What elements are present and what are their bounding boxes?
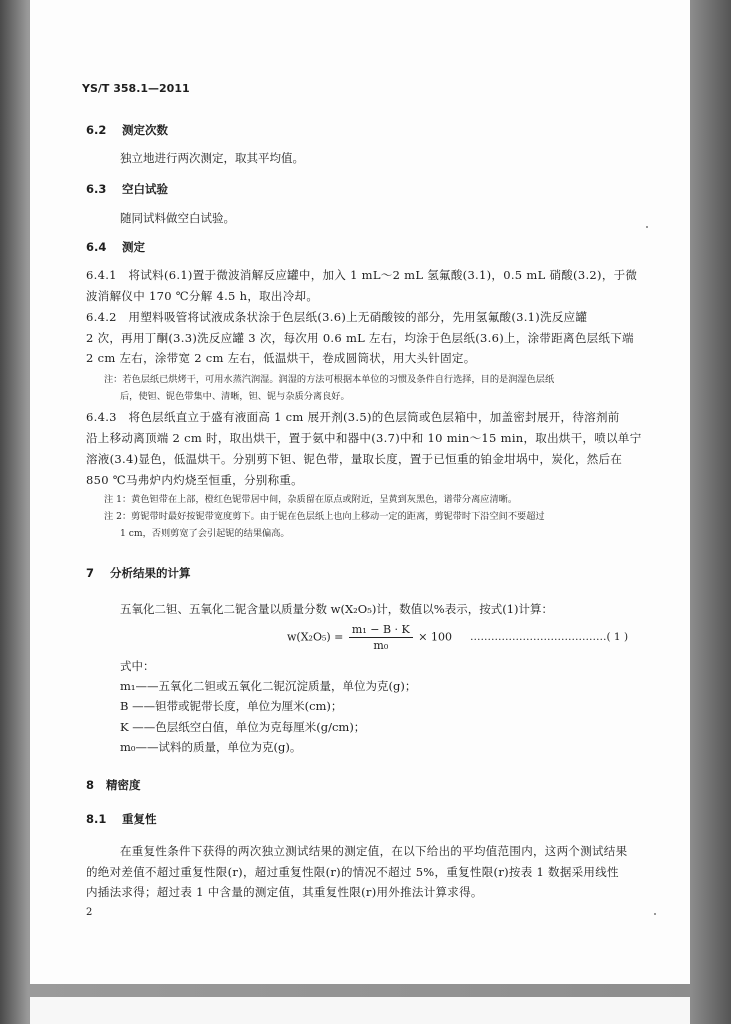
paragraph-6-4-2-line: 6.4.2 用塑料吸管将试液成条状涂于色层纸(3.6)上无硝酸铵的部分，先用氢氟酸(3.1)洗反应罐 <box>86 310 588 324</box>
note-6-4-2-line: 注：若色层纸已烘烤干，可用水蒸汽润湿。润湿的方法可根据本单位的习惯及条件自行选择，目的是润湿色层纸 <box>104 374 555 385</box>
paragraph-6-4-3-line: 溶液(3.4)显色，低温烘干。分别剪下钽、铌色带，量取长度，置于已恒重的铂金坩埚中，炭化，然后在 <box>86 452 623 466</box>
variable-definition: m₀——试料的质量，单位为克(g)。 <box>120 740 302 754</box>
paragraph-6-4-2-line: 2 cm 左右，涂带宽 2 cm 左右，低温烘干，卷成圆筒状，用大头针固定。 <box>86 351 476 365</box>
next-page-edge <box>30 997 690 1024</box>
section-number-8: 8 <box>86 778 95 792</box>
variable-definition: B ——钽带或铌带长度，单位为厘米(cm)； <box>120 699 343 713</box>
section-number-8-1: 8.1 <box>86 812 107 826</box>
paragraph-6-4-3-line: 6.4.3 将色层纸直立于盛有液面高 1 cm 展开剂(3.5)的色层筒或色层箱中，加盖密封展开，待溶剂前 <box>86 410 620 424</box>
standard-number: YS/T 358.1—2011 <box>82 82 190 95</box>
section-number-6-3: 6.3 <box>86 182 107 196</box>
paragraph-6-4-1-line: 6.4.1 将试料(6.1)置于微波消解反应罐中，加入 1 mL～2 mL 氢氟酸(3.1)，0.5 mL 硝酸(3.2)，于微 <box>86 268 638 282</box>
scan-speck <box>646 226 648 228</box>
section-7-intro: 五氧化二钽、五氧化二铌含量以质量分数 w(X₂O₅)计，数值以%表示，按式(1)计算： <box>120 602 554 616</box>
scan-speck <box>654 913 656 915</box>
paragraph-6-4-3-line: 沿上移动离顶端 2 cm 时，取出烘干，置于氨中和器中(3.7)中和 10 min～15 min，取出烘干，喷以单宁 <box>86 431 642 445</box>
section-number-6-2: 6.2 <box>86 123 107 137</box>
formula-numerator: m₁ − B · K <box>349 623 413 638</box>
section-body-6-3: 随同试料做空白试验。 <box>120 211 235 225</box>
section-title-6-4: 测定 <box>122 240 145 254</box>
formula-fraction <box>349 623 413 652</box>
formula-number: …………………………………( 1 ) <box>470 631 629 643</box>
note-1-6-4-3: 注 1：黄色钽带在上部，橙红色铌带居中间，杂质留在原点或附近，呈黄到灰黑色，谱带分离应清晰。 <box>104 494 518 505</box>
formula-1 <box>287 623 452 652</box>
paragraph-6-4-1-line: 波消解仪中 170 ℃分解 4.5 h，取出冷却。 <box>86 289 319 303</box>
note-6-4-2-line: 后，使钽、铌色带集中、清晰，钽、铌与杂质分离良好。 <box>120 391 350 402</box>
note-2-6-4-3-line: 注 2：剪铌带时最好按铌带宽度剪下。由于铌在色层纸上也向上移动一定的距离，剪铌带时下沿空间不要超过 <box>104 511 545 522</box>
section-title-7: 分析结果的计算 <box>110 566 191 580</box>
formula-multiplier: × 100 <box>418 630 452 644</box>
section-title-6-2: 测定次数 <box>122 123 168 137</box>
document-page <box>30 0 690 984</box>
section-title-8-1: 重复性 <box>122 812 157 826</box>
page-number: 2 <box>86 907 93 918</box>
section-body-6-2: 独立地进行两次测定，取其平均值。 <box>120 151 304 165</box>
formula-lhs: w(X₂O₅) = <box>287 630 344 644</box>
paragraph-6-4-3-line: 850 ℃马弗炉内灼烧至恒重，分别称重。 <box>86 473 303 487</box>
variable-definition: m₁——五氧化二钽或五氧化二铌沉淀质量，单位为克(g)； <box>120 679 417 693</box>
variable-definition: K ——色层纸空白值，单位为克每厘米(g/cm)； <box>120 720 366 734</box>
section-title-8: 精密度 <box>106 778 141 792</box>
paragraph-8-1-line: 在重复性条件下获得的两次独立测试结果的测定值，在以下给出的平均值范围内，这两个测试结果 <box>120 844 628 858</box>
paragraph-8-1-line: 的绝对差值不超过重复性限(r)，超过重复性限(r)的情况不超过 5%，重复性限(r)按表 1 数据采用线性 <box>86 865 619 879</box>
section-number-7: 7 <box>86 566 95 580</box>
where-label: 式中： <box>120 659 155 673</box>
note-2-6-4-3-line: 1 cm，否则剪宽了会引起铌的结果偏高。 <box>120 528 290 539</box>
paragraph-6-4-2-line: 2 次，再用丁酮(3.3)洗反应罐 3 次，每次用 0.6 mL 左右，均涂于色层纸(3.6)上，涂带距离色层纸下端 <box>86 331 634 345</box>
section-number-6-4: 6.4 <box>86 240 107 254</box>
paragraph-8-1-line: 内插法求得；超过表 1 中含量的测定值，其重复性限(r)用外推法计算求得。 <box>86 885 483 899</box>
formula-denominator: m₀ <box>373 639 389 652</box>
section-title-6-3: 空白试验 <box>122 182 168 196</box>
